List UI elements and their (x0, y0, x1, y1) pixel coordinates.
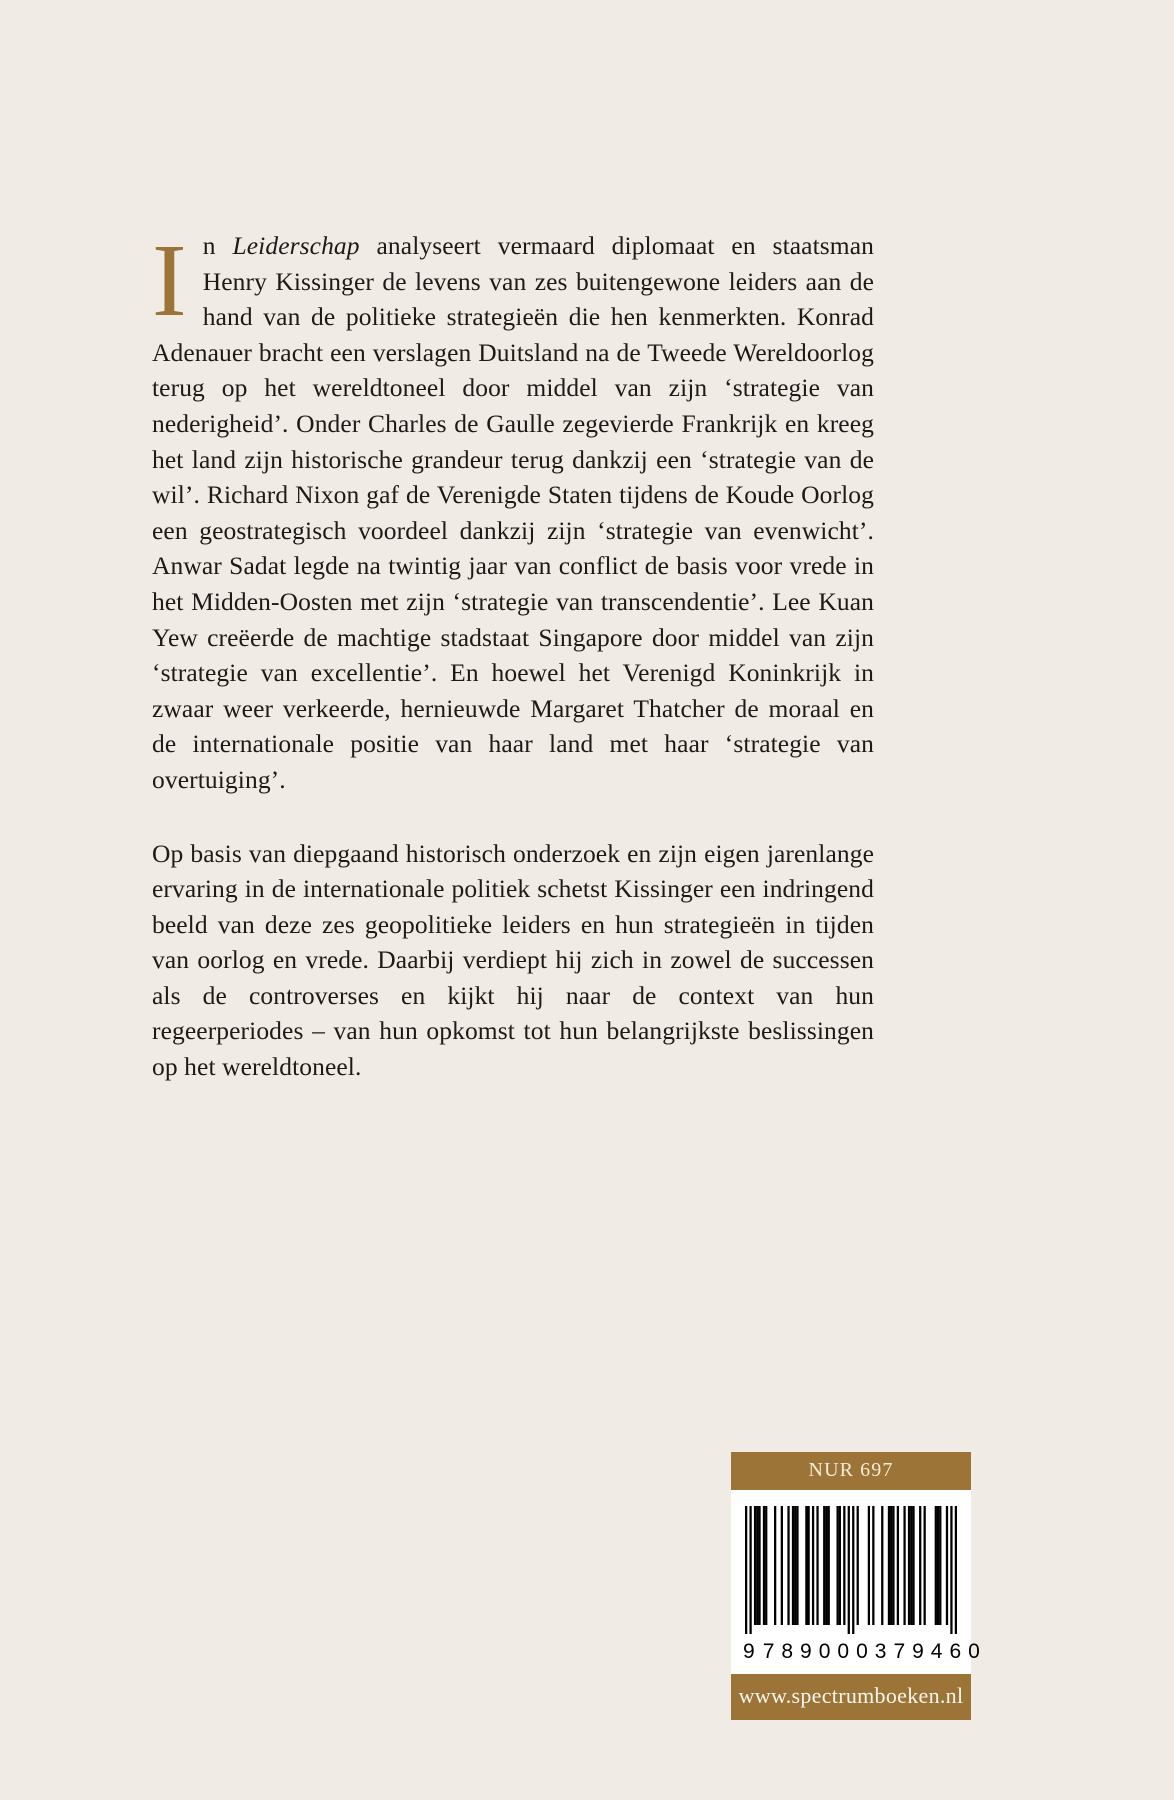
blurb-lead-text: n (202, 231, 233, 260)
isbn-group-1: 789000 (762, 1640, 875, 1663)
blurb-paragraph-1-body: analyseert vermaard diplomaat en staatsman Henry Kissinger de levens van zes buitengewone leiders aan de hand van de politieke strategieën die hen kenmerkten. Konrad Adenauer bracht een verslagen Duitsland na de Tweede Wereldoorlog terug op het wereldtoneel door middel van zijn ‘strategie van nederigheid’. Onder Charles de Gaulle zegevierde Frankrijk en kreeg het land zijn historische grandeur terug dankzij een ‘strategie van de wil’. Richard Nixon gaf de Verenigde Staten tijdens de Koude Oorlog een geostrategisch voordeel dankzij zijn ‘strategie van evenwicht’. Anwar Sadat legde na twintig jaar van conflict de basis voor vrede in het Midden-Oosten met zijn ‘strategie van transcendentie’. Lee Kuan Yew creëerde de machtige stadstaat Singapore door middel van zijn ‘strategie van excellentie’. En hoewel het Verenigd Koninkrijk in zwaar weer verkeerde, hernieuwde Margaret Thatcher de moraal en de internationale positie van haar land met haar ‘strategie van overtuiging’. (152, 231, 874, 794)
publisher-website: www.spectrumboeken.nl (731, 1674, 971, 1720)
blurb-paragraph-2 (152, 836, 874, 1085)
blurb-paragraph-1 (152, 223, 874, 798)
barcode-area (731, 1490, 971, 1638)
isbn-group-2: 379460 (874, 1640, 987, 1663)
barcode-block (731, 1452, 987, 1720)
ean13-barcode-icon (745, 1506, 957, 1634)
isbn-digits (731, 1638, 987, 1674)
blurb-paragraph-2-body: Op basis van diepgaand historisch onderzoek en zijn eigen jarenlange ervaring in de internationale politiek schetst Kissinger een indringend beeld van deze zes geopolitieke leiders en hun strategieën in tijden van oorlog en vrede. Daarbij verdiept hij zich in zowel de successen als de controverses en kijkt hij naar de context van hun regeerperiodes – van hun opkomst tot hun belangrijkste beslissingen op het wereldtoneel. (152, 838, 874, 1082)
drop-cap-letter: I (152, 223, 187, 338)
book-title-italic: Leiderschap (232, 231, 360, 260)
isbn-lead-digit: 9 (743, 1640, 759, 1663)
nur-label: NUR 697 (731, 1452, 971, 1490)
blurb-text-block (152, 223, 874, 1085)
